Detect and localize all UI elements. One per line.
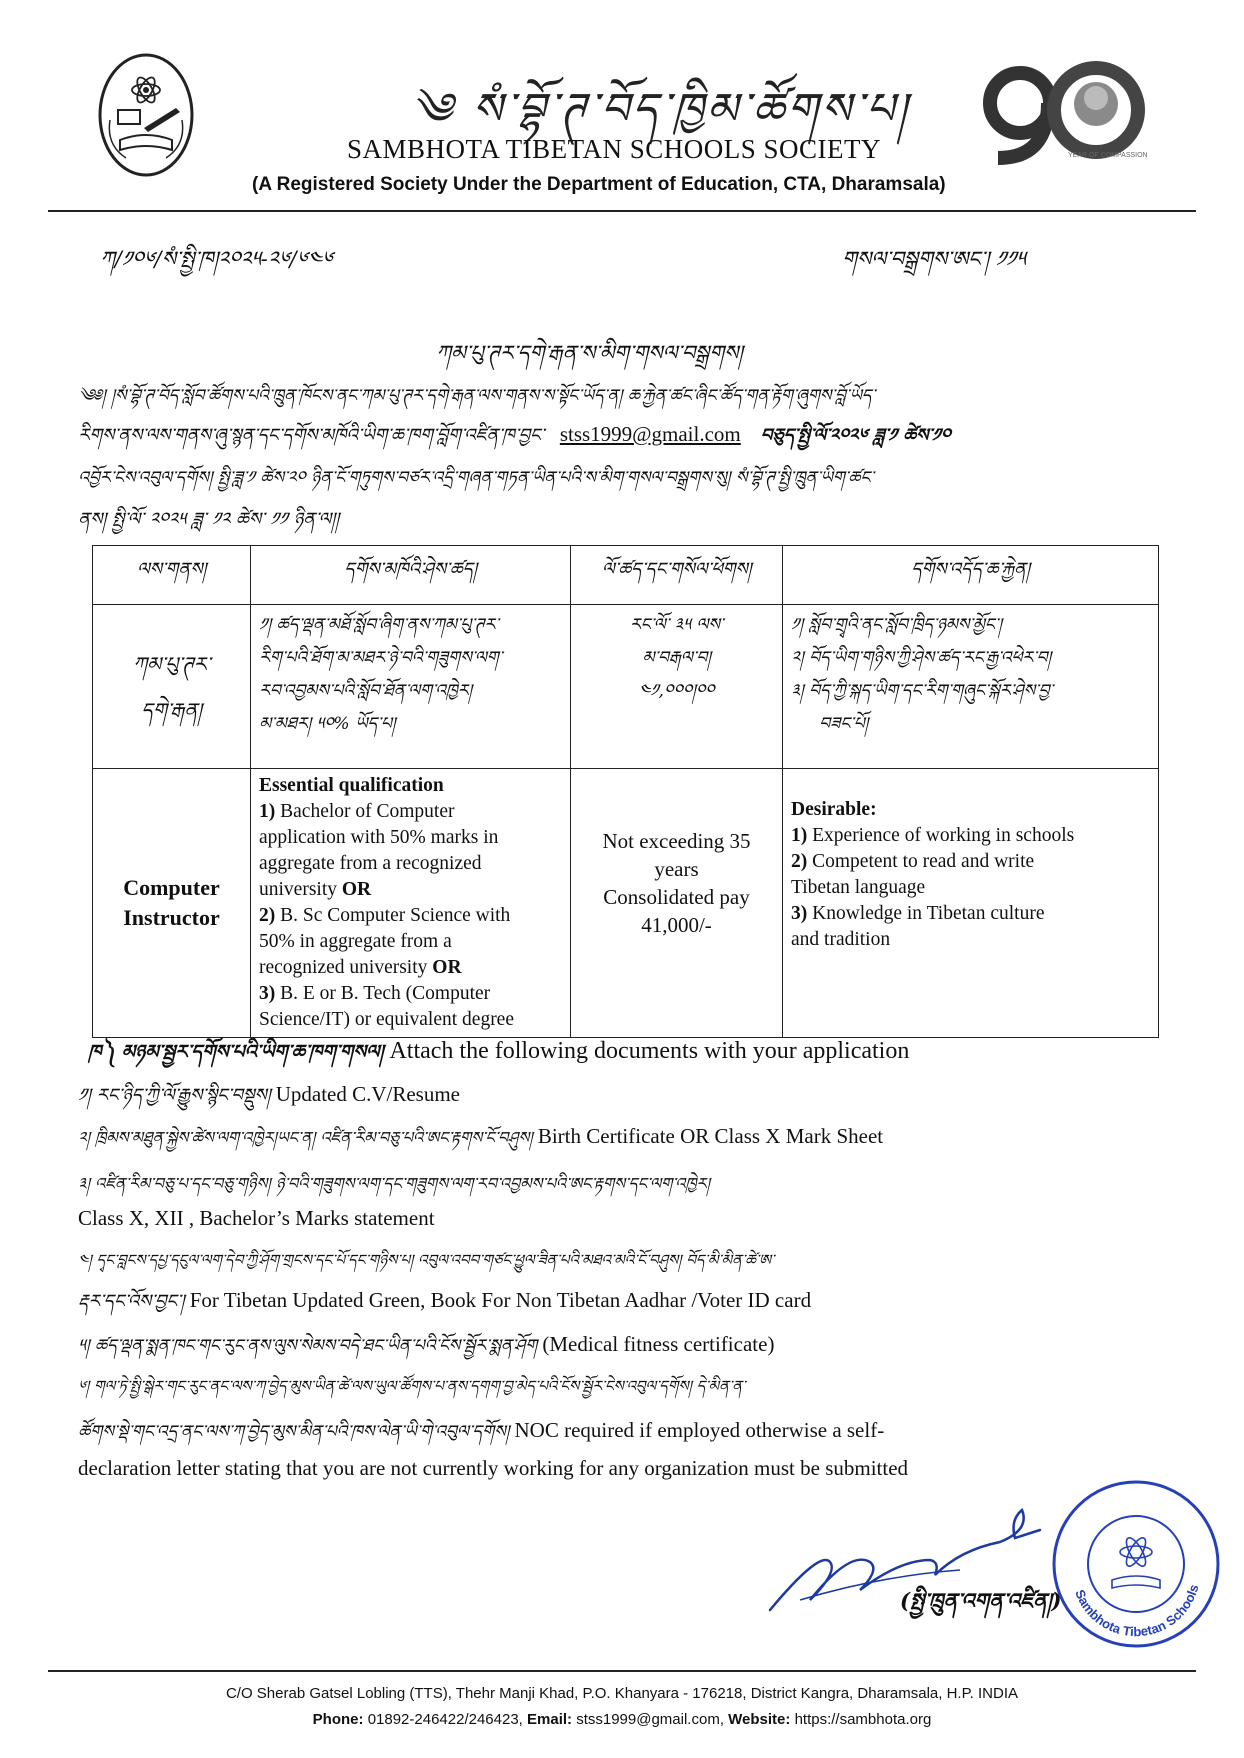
email-label: Email: — [527, 1711, 573, 1728]
notice-number: གསལ་བསྒྲགས་ཨང་། ༡༡༥ — [842, 247, 1026, 271]
post-line: ཀམ་པུ་ཊར་ — [132, 651, 211, 676]
table-row-tibetan — [93, 605, 1159, 769]
cell-qualification-english — [251, 769, 571, 1038]
deadline-text: བཅུད་སྤྱི་ལོ་༢༠༢༦ ཟླ་༡ ཚེས་༡༠ — [760, 425, 951, 446]
attachment-item-en: declaration letter stating that you are not currently working for any organization must be submitted — [78, 1456, 909, 1480]
cell-age-pay-english — [571, 769, 783, 1038]
notice-paragraph-text: རིགས་ནས་ལས་གནས་ཞུ་སྙན་དང་དགོས་མཁོའི་ཡིག་ཆ་ཁག་བློག་འཛིན་ཁ་བྱང་ — [78, 425, 545, 446]
attachment-item: ༣། འཛིན་རིམ་བཅུ་པ་དང་བཅུ་གཉིས། ཉེ་བའི་གཟུགས་ལག་དང་གཟུགས་ལག་རབ་འབྱམས་པའི་ཨང་རྟགས་དང་ལག་འཁྱེར། — [78, 1174, 710, 1193]
official-stamp — [1050, 1478, 1222, 1650]
desirable-line: ༣། བོད་ཀྱི་སྐད་ཡིག་དང་རིག་གཞུང་སྐོར་ཤེས་བྱ་ — [791, 681, 1053, 701]
desirable-item: 3) Knowledge in Tibetan culture — [791, 903, 1045, 924]
organization-name: SAMBHOTA TIBETAN SCHOOLS SOCIETY — [347, 134, 881, 164]
footer-website[interactable]: https://sambhota.org — [794, 1711, 932, 1728]
post-line: Instructor — [123, 905, 220, 930]
cell-age-pay-tibetan — [571, 605, 783, 769]
attachment-item: རྡར་དང་འོས་བྱང་། For Tibetan Updated Green, Book For Non Tibetan Aadhar /Voter ID card — [78, 1288, 812, 1312]
attachment-item: ༤། དྭང་བླངས་དཔྱ་དངུལ་ལག་དེབ་ཀྱི་ཤོག་གྲངས་དང་པོ་དང་གཉིས་པ། འབུལ་འབབ་གཙང་ཕྱུལ་ཟིན་པའི་མཐའ་མའི་ངོ་བཤུས། བོད་མི་མིན་ཚེ་ཨ་ — [78, 1251, 774, 1269]
qual-item: 2) B. Sc Computer Science with — [259, 905, 511, 926]
attachment-item: ༢། ཁྲིམས་མཐུན་སྐྱེས་ཚེས་ལག་འཁྱེར།ཡང་ན། འཛིན་རིམ་བཅུ་པའི་ཨང་རྟགས་ངོ་བཤུས། Birth Certificate OR Class X Mark Sheet — [78, 1124, 884, 1148]
attachment-item: ༦། གལ་ཏེ་སྤྱི་སྒེར་གང་རུང་ནང་ལས་ཀ་བྱེད་མུས་ཡིན་ཚེ་ལས་ཡུལ་ཚོགས་པ་ནས་དགག་བྱ་མེད་པའི་ངོས་སྦྱོར་ངེས་འབུལ་དགོས། དེ་མིན་ན་ — [78, 1377, 746, 1395]
desirable-line: Tibetan language — [791, 877, 926, 898]
badge-caption: YEAR OF COMPASSION — [1068, 152, 1148, 159]
qual-title: Essential qualification — [259, 775, 444, 796]
desirable-title: Desirable: — [791, 799, 877, 820]
attachment-item: ༥། ཚད་ལྡན་སྨན་ཁང་གང་རུང་ནས་ལུས་སེམས་བདེ་ཐང་ཡིན་པའི་ངོས་སྦྱོར་སྨན་ཤོག (Medical fitness certificate) — [78, 1332, 775, 1356]
header-post: ལས་གནས། — [93, 546, 251, 605]
qualification-table — [92, 545, 1159, 1038]
attachments-heading-tib: ཁ༽ མཉམ་སྦྱར་དགོས་པའི་ཡིག་ཆ་ཁག་གསལ། — [88, 1041, 384, 1063]
qual-line: university OR — [259, 879, 372, 900]
desirable-item: 2) Competent to read and write — [791, 851, 1035, 872]
attachment-item: ༡། རང་ཉིད་ཀྱི་ལོ་རྒྱུས་སྙིང་བསྡུས། Updated C.V/Resume — [78, 1082, 461, 1106]
stamp-text: Sambhota Tibetan Schools — [1072, 1582, 1202, 1640]
phone-number: 01892-246422/246423, — [367, 1711, 523, 1728]
qual-line: རབ་འབྱམས་པའི་སློབ་ཐོན་ལག་འཁྱེར། — [259, 681, 472, 701]
age-pay-line: 41,000/- — [641, 913, 712, 937]
age-pay-line: མ་བརྒལ་བ། — [642, 648, 711, 668]
desirable-item: 1) Experience of working in schools — [791, 825, 1075, 846]
signatory-title: (སྤྱི་ཁྲུན་འགན་འཛིན།) — [900, 1588, 1062, 1613]
age-pay-line: རང་ལོ་ ༣༥ ལས་ — [629, 615, 724, 635]
footer-divider — [48, 1670, 1196, 1672]
qual-line: aggregate from a recognized — [259, 853, 482, 874]
footer-email[interactable]: stss1999@gmail.com, — [576, 1711, 724, 1728]
organization-subtitle: (A Registered Society Under the Department of Education, CTA, Dharamsala) — [252, 174, 946, 195]
phone-label: Phone: — [312, 1711, 364, 1728]
notice-title: ཀམ་པུ་ཊར་དགེ་རྒན་ས་མིག་གསལ་བསྒྲགས། — [436, 341, 743, 365]
qual-line: Science/IT) or equivalent degree — [259, 1009, 514, 1030]
attachments-heading-en: Attach the following documents with your application — [389, 1038, 910, 1064]
qual-line: 50% in aggregate from a — [259, 931, 452, 952]
website-label: Website: — [728, 1711, 791, 1728]
attachment-item-en: Class X, XII , Bachelor’s Marks statement — [78, 1206, 435, 1230]
qual-line: recognized university OR — [259, 957, 462, 978]
table-row-computer-instructor — [93, 769, 1159, 1038]
notice-paragraph-line: ༄༅། །སཾ་བྷོ་ཊ་བོད་སློབ་ཚོགས་པའི་ཁྲུན་ཁོངས་ནང་ཀམ་པུ་ཊར་དགེ་རྒན་ལས་གནས་ས་སྟོང་ཡོད་ན། ཆ་རྐྱེན་ཚང་ཞིང་ཚོད་གན་རྟོག་ཞུགས་བློ་ཡོད་ — [78, 386, 875, 406]
tibetan-org-title: ༄ སཾ་བྷོ་ཊ་བོད་ཁྱིམ་ཚོགས་པ། — [410, 84, 910, 135]
cell-post-tibetan — [93, 605, 251, 769]
stamp-seal-icon — [1050, 1478, 1222, 1650]
age-pay-line: Not exceeding 35 — [602, 829, 751, 853]
qual-line: ༡། ཚད་ལྡན་མཐོ་སློབ་ཞིག་ནས་ཀམ་པུ་ཊར་ — [259, 615, 499, 635]
footer-contact — [0, 1711, 1244, 1728]
qual-line: མ་མཐར། ༥༠% ཡོད་པ། — [259, 714, 396, 734]
qual-item: 1) Bachelor of Computer — [259, 801, 455, 822]
notice-paragraph-line: ནས། སྤྱི་ལོ་ ༢༠༢༥ ཟླ་ ༡༢ ཚེས་ ༡༡ ཉིན་ལ།། — [78, 509, 340, 530]
desirable-line: ༢། བོད་ཡིག་གཉིས་ཀྱི་ཤེས་ཚད་རང་རྒྱ་འཕེར་བ། — [791, 648, 1051, 668]
header-qualification: དགོས་མཁོའི་ཤེས་ཚད། — [251, 546, 571, 605]
cell-desirable-tibetan — [783, 605, 1159, 769]
cell-qualification-tibetan — [251, 605, 571, 769]
age-pay-line: Consolidated pay — [603, 885, 750, 909]
age-pay-line: years — [654, 857, 699, 881]
reference-number: ཀ/༡༠༦/སཾ་སྤྱི་ཁ།༢༠༢༥-༢༦/༦༤༦ — [100, 247, 333, 271]
header-age-pay: ལོ་ཚད་དང་གསོལ་ཕོགས། — [571, 546, 783, 605]
society-emblem-logo — [96, 50, 196, 180]
post-line: Computer — [123, 875, 220, 900]
desirable-line: བཟང་པོ། — [819, 714, 869, 734]
desirable-line: and tradition — [791, 929, 891, 950]
age-pay-line: ༤༡,༠༠༠།༠༠ — [638, 681, 715, 701]
qual-line: application with 50% marks in — [259, 827, 499, 848]
attachment-item: ཚོགས་སྡེ་གང་འདྲ་ནང་ལས་ཀ་བྱེད་མུས་མིན་པའི་ཁས་ལེན་ཡི་གེ་འབུལ་དགོས། NOC required if employed otherwise a self- — [78, 1418, 885, 1442]
qual-line: རིག་པའི་ཐོག་མ་མཐར་ཉེ་བའི་གཟུགས་ལག་ — [259, 648, 503, 668]
anniversary-badge — [968, 58, 1148, 168]
cell-post-english — [93, 769, 251, 1038]
qual-item: 3) B. E or B. Tech (Computer — [259, 983, 491, 1004]
header-divider — [48, 210, 1196, 212]
desirable-line: ༡། སློབ་གྲྭའི་ནང་སློབ་ཁྲིད་ཉམས་མྱོང་། — [791, 615, 1002, 635]
header-desirable: དགོས་འདོད་ཆ་རྐྱེན། — [783, 546, 1159, 605]
footer-address: C/O Sherab Gatsel Lobling (TTS), Thehr Manji Khad, P.O. Khanyara - 176218, District Kangra, Dharamsala, H.P. INDIA — [225, 1685, 1019, 1702]
email-link[interactable]: stss1999@gmail.com — [559, 422, 741, 446]
post-line: དགེ་རྒན། — [141, 697, 202, 722]
notice-paragraph-line: འབྱོར་ངེས་འབུལ་དགོས། སྤྱི་ཟླ་༡ ཚེས་༢༠ ཉིན་ངོ་གཏུགས་བཙར་འདྲི་གཞན་གཏན་ཡིན་པའི་ས་མིག་གསལ་བསྒྲགས་སུ། སཾ་བྷོ་ཊ་སྤྱི་ཁྲུན་ཡིག་ཚང་ — [78, 468, 874, 488]
table-header-row — [93, 546, 1159, 605]
cell-desirable-english — [783, 769, 1159, 1038]
